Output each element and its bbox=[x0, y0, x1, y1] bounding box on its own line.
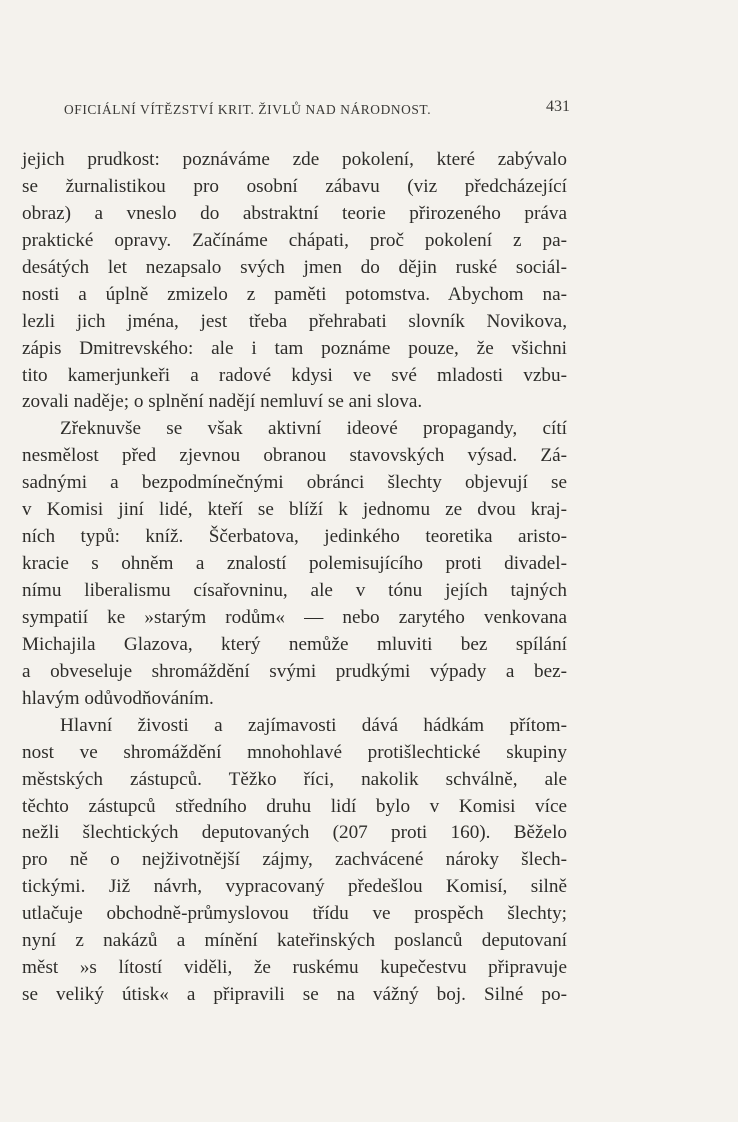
text-line: nímu liberalismu císařovninu, ale v tónu jejích tajných bbox=[22, 580, 567, 601]
text-line: Hlavní živosti a zajímavosti dává hádkám přítom- bbox=[60, 714, 567, 736]
text-line: utlačuje obchodně-průmyslovou třídu ve prospěch šlechty; bbox=[22, 903, 567, 925]
text-line: tito kamerjunkeři a radové kdysi ve své mladosti vzbu- bbox=[22, 364, 567, 386]
paragraph-2 bbox=[22, 416, 567, 712]
text-line: nesmělost před zjevnou obranou stavovských výsad. Zá- bbox=[22, 445, 567, 467]
text-line: těchto zástupců středního druhu lidí bylo v Komisi více bbox=[22, 795, 567, 817]
text-line: zovali naděje; o splnění nadějí nemluví se ani slova. bbox=[22, 391, 423, 413]
text-line: zápis Dmitrevského: ale i tam poznáme pouze, že všichni bbox=[22, 337, 567, 359]
text-line: praktické opravy. Začínáme chápati, proč pokolení z pa- bbox=[22, 229, 567, 251]
text-line: nost ve shromáždění mnohohlavé protišlechtické skupiny bbox=[22, 741, 567, 763]
text-line: Zřeknuvše se však aktivní ideové propagandy, cítí bbox=[60, 418, 567, 440]
paragraph-1 bbox=[22, 147, 567, 416]
text-line: se žurnalistikou pro osobní zábavu (viz předcházející bbox=[22, 175, 567, 197]
text-line: nyní z nakázů a mínění kateřinských poslanců deputovaní bbox=[22, 930, 567, 952]
text-line: pro ně o nejživotnější zájmy, zachvácené nároky šlech- bbox=[22, 849, 567, 871]
text-line: v Komisi jiní lidé, kteří se blíží k jednomu ze dvou kraj- bbox=[22, 499, 567, 521]
text-line: hlavým odůvodňováním. bbox=[22, 687, 214, 709]
running-title: OFICIÁLNÍ VÍTĚZSTVÍ KRIT. ŽIVLŮ NAD NÁRODNOST. bbox=[64, 102, 432, 117]
text-line: sadnými a bezpodmínečnými obránci šlechty objevují se bbox=[22, 472, 567, 494]
text-line: kracie s ohněm a znalostí polemisujícího proti divadel- bbox=[22, 553, 567, 575]
text-line: městských zástupců. Těžko říci, nakolik schválně, ale bbox=[22, 768, 567, 790]
text-line: obraz) a vneslo do abstraktní teorie přirozeného práva bbox=[22, 202, 567, 224]
text-line: Michajila Glazova, který nemůže mluviti bez spílání bbox=[22, 633, 567, 655]
page-number: 431 bbox=[546, 98, 570, 115]
body-text bbox=[22, 147, 567, 1009]
paragraph-3 bbox=[22, 713, 567, 1009]
page-header bbox=[64, 98, 574, 122]
text-line: nežli šlechtických deputovaných (207 proti 160). Běželo bbox=[22, 822, 567, 844]
text-line: tickými. Již návrh, vypracovaný předešlou Komisí, silně bbox=[22, 876, 567, 898]
text-line: ních typů: kníž. Ščerbatova, jedinkého teoretika aristo- bbox=[22, 526, 567, 548]
text-line: měst »s lítostí viděli, že ruskému kupečestvu připravuje bbox=[22, 957, 567, 979]
text-line: sympatií ke »starým rodům« — nebo zarytého venkovana bbox=[22, 606, 567, 628]
text-line: desátých let nezapsalo svých jmen do dějin ruské sociál- bbox=[22, 256, 567, 278]
text-line: lezli jich jména, jest třeba přehrabati slovník Novikova, bbox=[22, 310, 567, 332]
text-line: nosti a úplně zmizelo z paměti potomstva. Abychom na- bbox=[22, 283, 567, 305]
text-line: a obveseluje shromáždění svými prudkými výpady a bez- bbox=[22, 660, 567, 682]
text-line: se veliký útisk« a připravili se na vážný boj. Silné po- bbox=[22, 984, 567, 1006]
text-line: jejich prudkost: poznáváme zde pokolení, které zabývalo bbox=[22, 149, 567, 170]
